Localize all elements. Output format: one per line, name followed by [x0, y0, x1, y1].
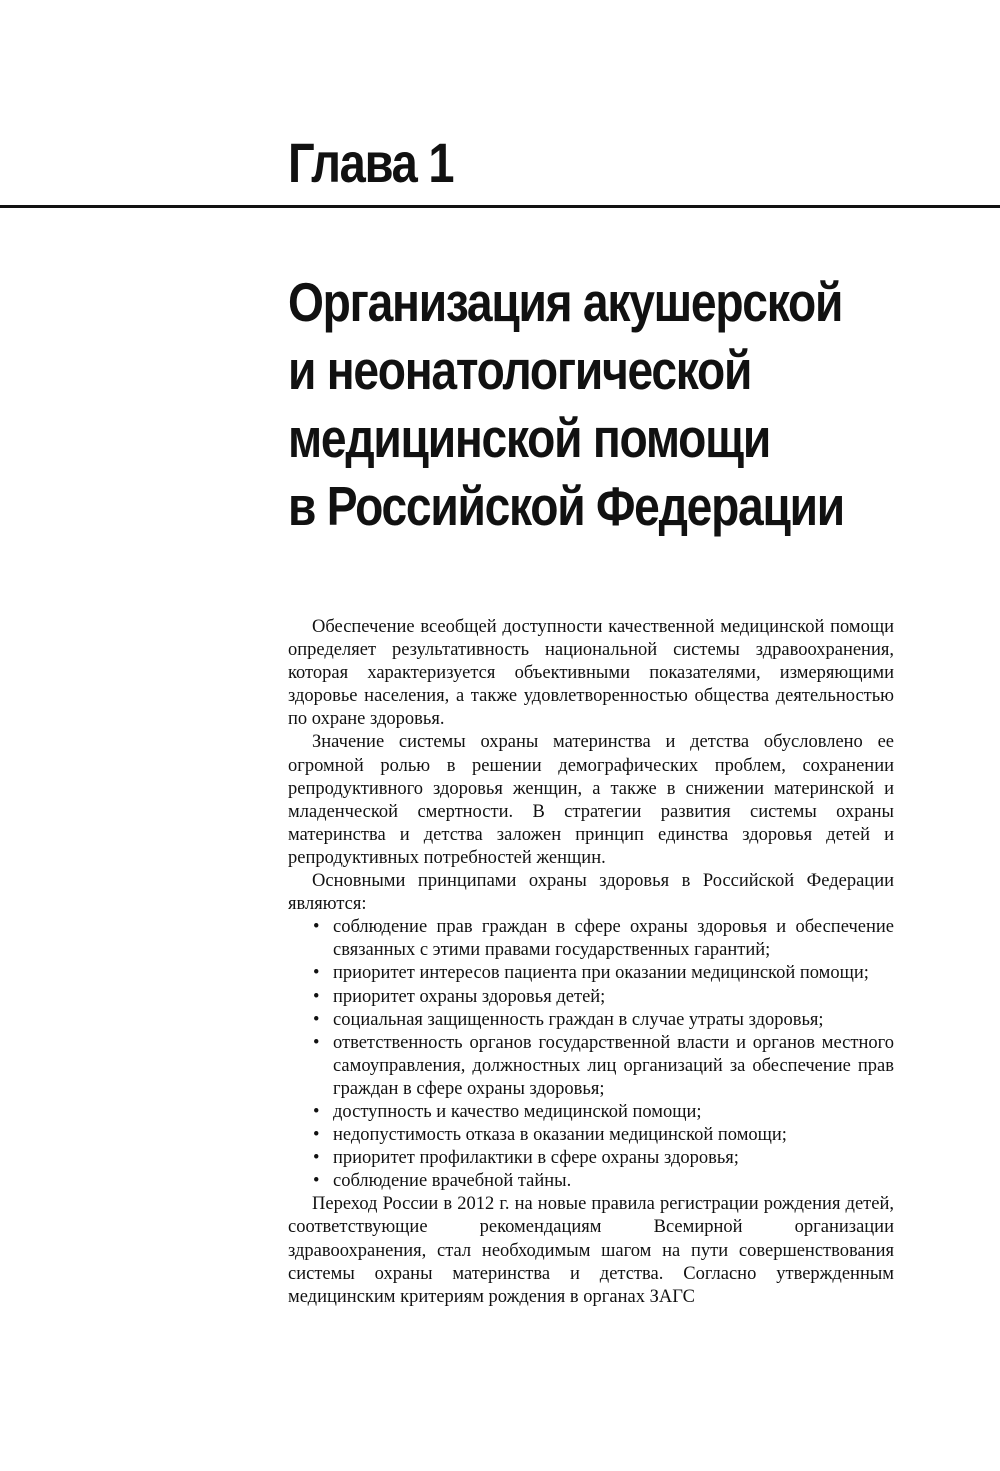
chapter-title-line: Организация акушерской — [288, 271, 843, 333]
paragraph: Переход России в 2012 г. на новые правила регистрации рождения детей, соответствующие рекомендациям Всемирной организации здравоохранения, стал необходимым шагом на пути совершенствования системы охраны материнства и детства. Согласно утвержденным медицинским критериям рождения в органах ЗАГС — [288, 1194, 894, 1307]
chapter-label: Глава 1 — [288, 131, 454, 194]
list-item: • социальная защищенность граждан в случае утраты здоровья; — [288, 1009, 894, 1032]
list-item: • соблюдение прав граждан в сфере охраны здоровья и обеспечение связанных с этими правами государственных гарантий; — [288, 916, 894, 962]
chapter-title-line: в Российской Федерации — [288, 475, 844, 537]
list-item: • соблюдение врачебной тайны. — [288, 1170, 894, 1193]
principles-list — [288, 916, 894, 1193]
paragraph: Основными принципами охраны здоровья в Российской Федерации являются: — [288, 871, 894, 915]
paragraph: Значение системы охраны материнства и детства обусловлено ее огромной ролью в решении демографических проблем, сохранении репродуктивного здоровья женщин, а также в снижении материнской и младенческой смертности. В стратегии развития системы охраны материнства и детства заложен принцип единства здоровья детей и репродуктивных потребностей женщин. — [288, 732, 894, 868]
chapter-title-line: и неонатологической — [288, 339, 752, 401]
list-item: • недопустимость отказа в оказании медицинской помощи; — [288, 1124, 894, 1147]
list-item: • приоритет профилактики в сфере охраны здоровья; — [288, 1147, 894, 1170]
paragraph: Обеспечение всеобщей доступности качественной медицинской помощи определяет результативность национальной системы здравоохранения, которая характеризуется объективными показателями, измеряющими здоровье населения, а также удовлетворенностью общества деятельностью по охране здоровья. — [288, 617, 894, 730]
list-item: • доступность и качество медицинской помощи; — [288, 1101, 894, 1124]
chapter-title-line: медицинской помощи — [288, 407, 770, 469]
chapter-title — [288, 268, 844, 540]
chapter-divider — [0, 205, 1000, 208]
list-item: • приоритет интересов пациента при оказании медицинской помощи; — [288, 962, 894, 985]
list-item: • приоритет охраны здоровья детей; — [288, 986, 894, 1009]
body-text — [288, 616, 894, 1309]
list-item: • ответственность органов государственной власти и органов местного самоуправления, должностных лиц организаций за обеспечение прав граждан в сфере охраны здоровья; — [288, 1032, 894, 1101]
